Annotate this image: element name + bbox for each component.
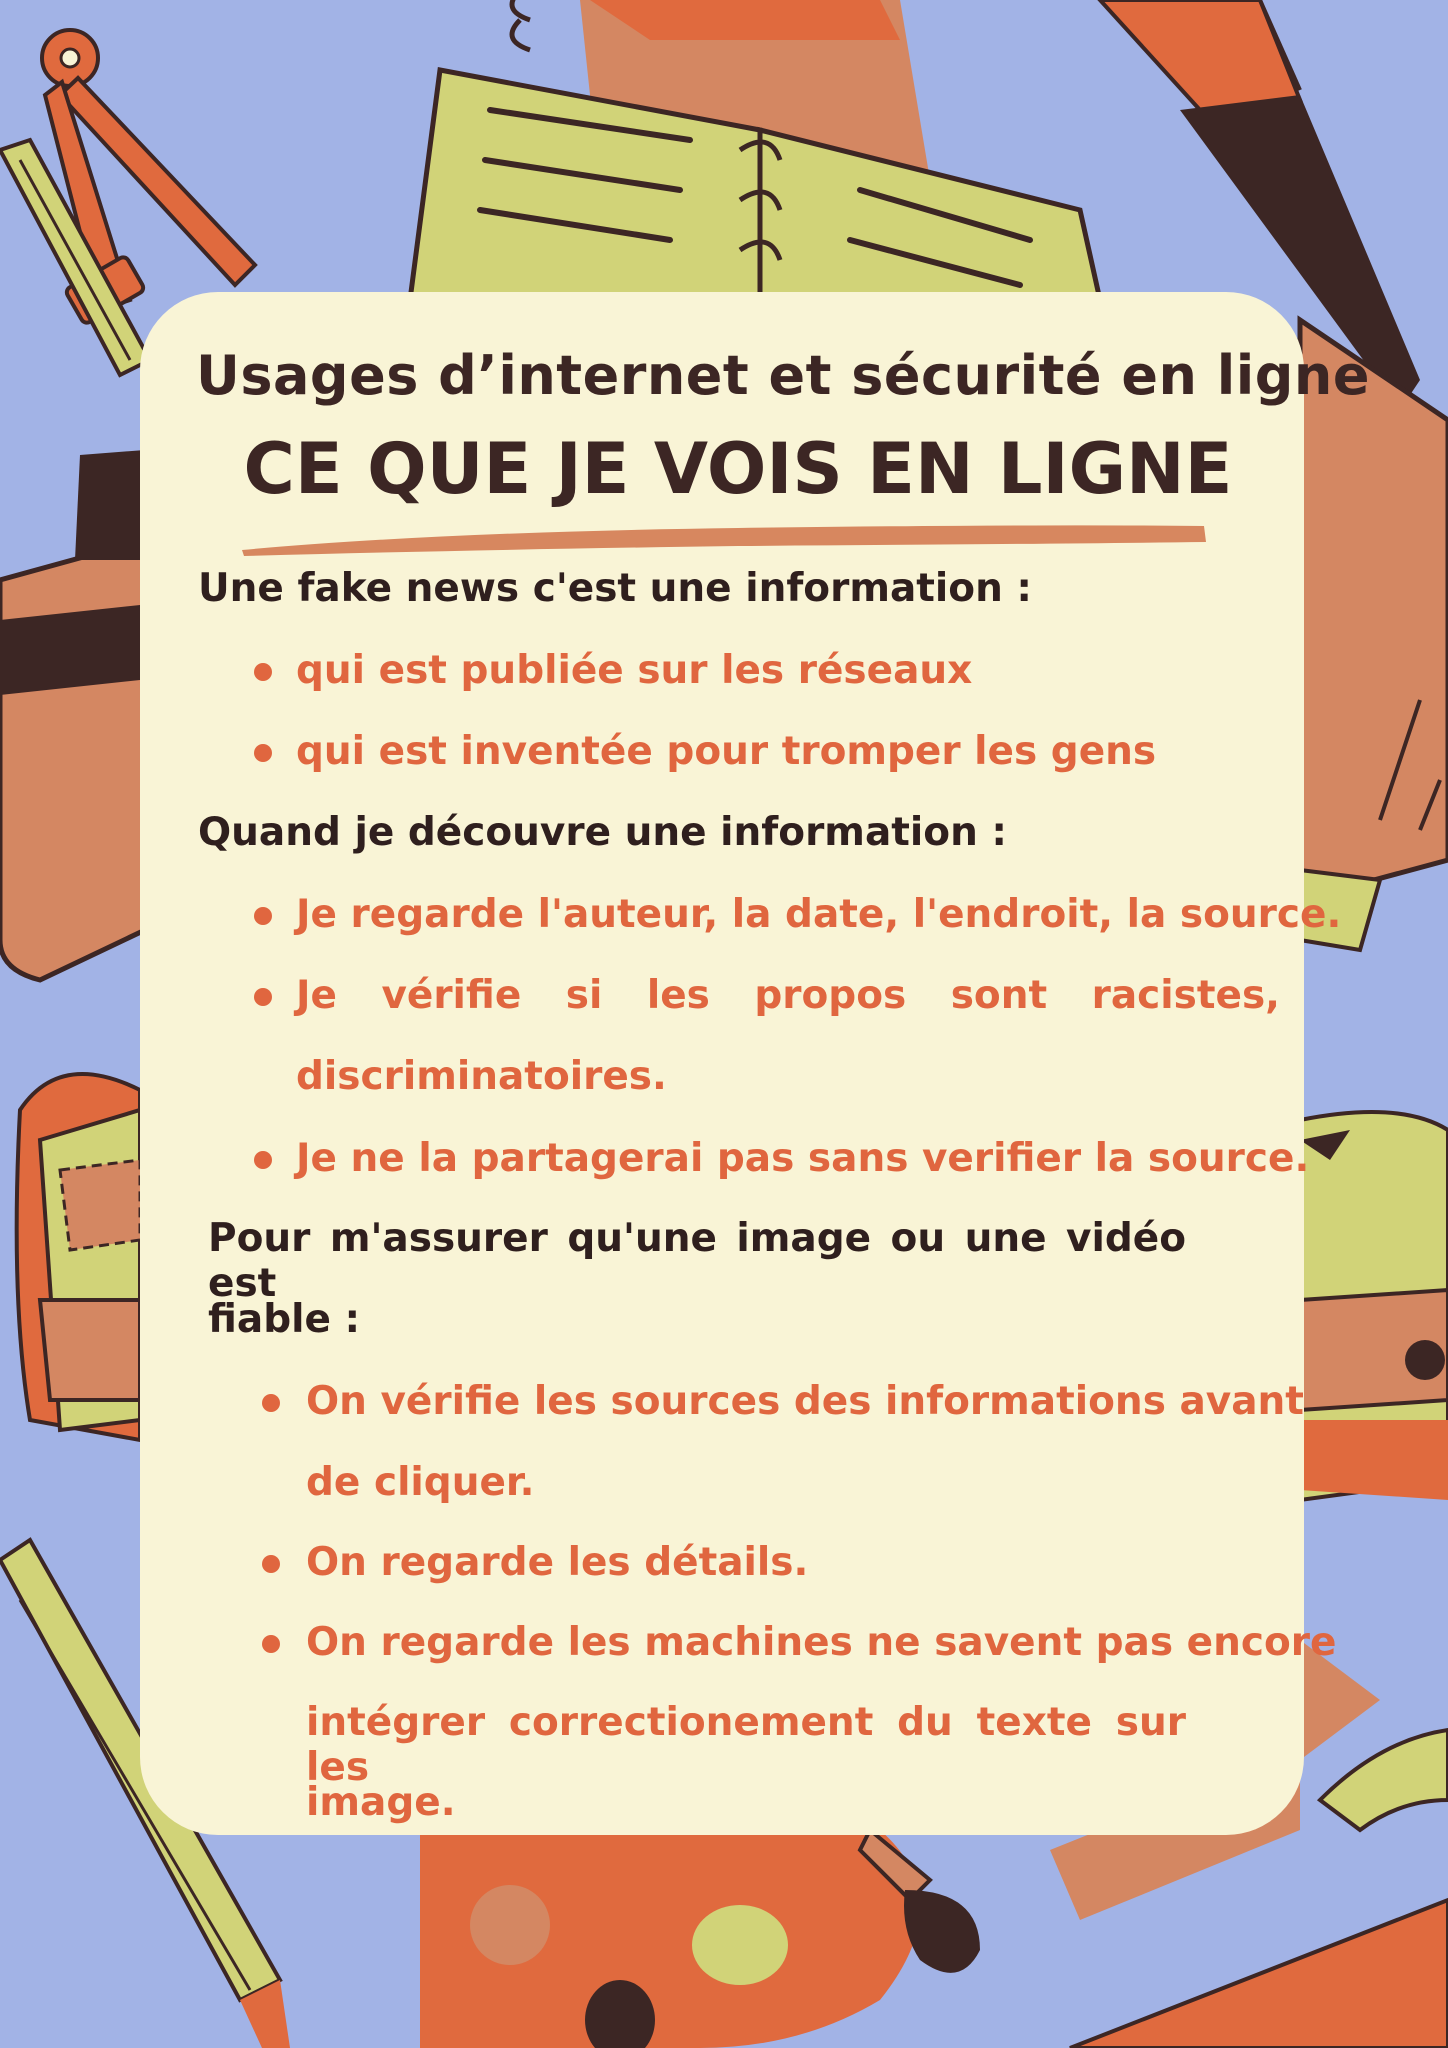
- list-item-continuation: discriminatoires.: [296, 1054, 667, 1099]
- bullet-icon: [254, 1151, 272, 1169]
- bullet-icon: [262, 1635, 280, 1653]
- section-heading-fake-news: Une fake news c'est une information :: [198, 566, 1033, 611]
- backpack-icon: [17, 1074, 140, 1440]
- list-item-continuation: intégrer correctionement du texte sur les: [306, 1700, 1186, 1790]
- section-heading-continuation: fiable :: [208, 1297, 361, 1342]
- list-item: Je ne la partagerai pas sans verifier la source.: [296, 1136, 1310, 1181]
- list-item: qui est publiée sur les réseaux: [296, 648, 973, 693]
- notebook-icon: [410, 0, 1100, 300]
- list-item: qui est inventée pour tromper les gens: [296, 729, 1157, 774]
- bullet-icon: [254, 907, 272, 925]
- list-item-continuation: de cliquer.: [306, 1460, 535, 1505]
- list-item-continuation: image.: [306, 1780, 456, 1825]
- page-subtitle: Usages d’internet et sécurité en ligne: [196, 344, 1370, 407]
- page-title: CE QUE JE VOIS EN LIGNE: [243, 428, 1233, 510]
- palette-icon: [420, 1830, 920, 2048]
- list-item: Je regarde l'auteur, la date, l'endroit, la source.: [296, 892, 1342, 937]
- list-item: Je vérifie si les propos sont racistes,: [296, 973, 1280, 1018]
- bullet-icon: [254, 988, 272, 1006]
- book-icon: [1300, 320, 1448, 950]
- bullet-icon: [254, 663, 272, 681]
- list-item: On vérifie les sources des informations avant: [306, 1379, 1304, 1424]
- list-item: On regarde les détails.: [306, 1540, 809, 1585]
- bullet-icon: [254, 744, 272, 762]
- backpack-icon: [1300, 1112, 1448, 1500]
- bullet-icon: [262, 1394, 280, 1412]
- section-heading-image-check: Pour m'assurer qu'une image ou une vidéo est: [208, 1216, 1186, 1306]
- book-icon: [0, 450, 145, 980]
- bullet-icon: [262, 1555, 280, 1573]
- list-item: On regarde les machines ne savent pas encore: [306, 1620, 1337, 1665]
- section-heading-discover: Quand je découvre une information :: [198, 810, 1008, 855]
- title-underline: [238, 510, 1212, 560]
